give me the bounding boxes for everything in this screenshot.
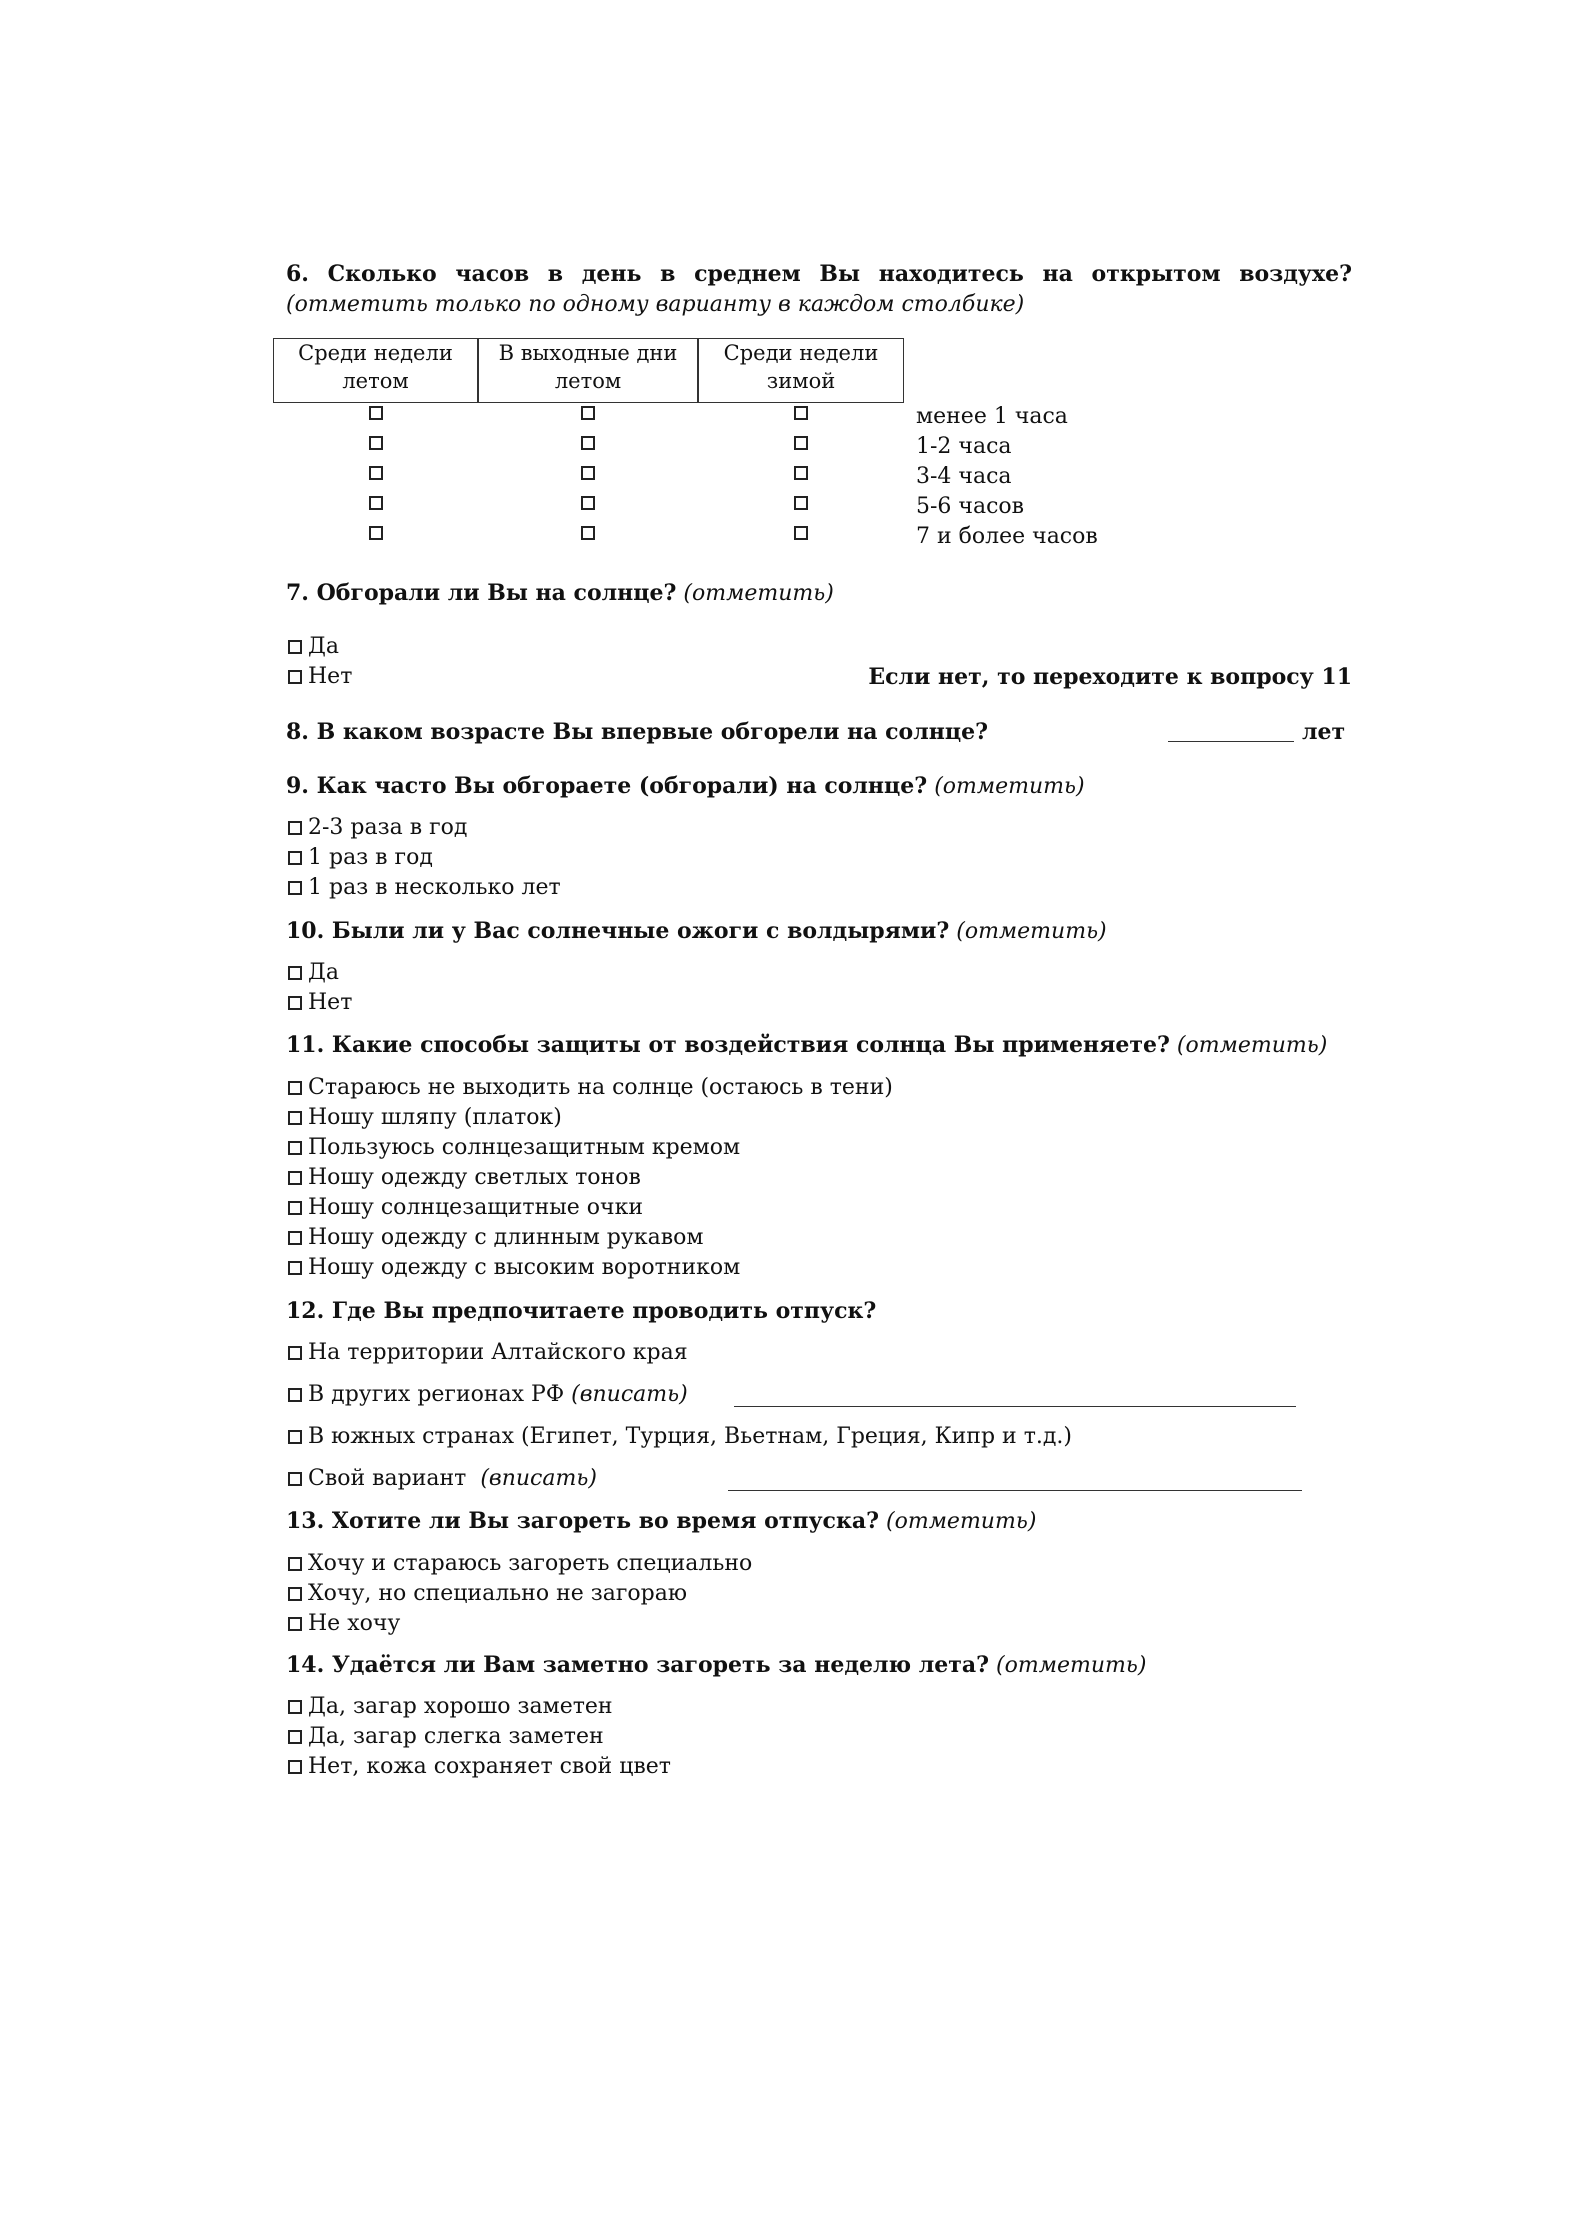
q8-title: 8. В каком возрасте Вы впервые обгорели на солнце? — [286, 719, 988, 745]
checkbox-icon[interactable] — [369, 466, 383, 480]
checkbox-icon[interactable] — [794, 406, 808, 420]
q10-option[interactable]: Нет — [288, 988, 352, 1018]
q11-option[interactable]: Ношу шляпу (платок) — [288, 1103, 562, 1133]
checkbox-icon[interactable] — [369, 526, 383, 540]
q13-option[interactable]: Не хочу — [288, 1609, 400, 1639]
q13-option[interactable]: Хочу, но специально не загораю — [288, 1579, 687, 1609]
checkbox-icon[interactable] — [581, 466, 595, 480]
checkbox-icon[interactable] — [288, 1231, 302, 1245]
q12-other-regions-field[interactable] — [734, 1406, 1296, 1407]
checkbox-icon[interactable] — [288, 1388, 302, 1402]
checkbox-icon[interactable] — [581, 436, 595, 450]
checkbox-icon[interactable] — [288, 1111, 302, 1125]
checkbox-icon[interactable] — [288, 670, 302, 684]
checkbox-icon[interactable] — [581, 526, 595, 540]
q6-title: 6. Сколько часов в день в среднем Вы находитесь на открытом воздухе? — [286, 261, 1352, 287]
checkbox-icon[interactable] — [288, 821, 302, 835]
checkbox-icon[interactable] — [288, 1346, 302, 1360]
q11-option[interactable]: Ношу одежду с высоким воротником — [288, 1253, 740, 1283]
q14-option[interactable]: Нет, кожа сохраняет свой цвет — [288, 1752, 671, 1782]
checkbox-icon[interactable] — [288, 1472, 302, 1486]
q11-title: 11. Какие способы защиты от воздействия солнца Вы применяете? (отметить) — [286, 1032, 1328, 1058]
q6-row-label: менее 1 часа — [916, 404, 1068, 429]
checkbox-icon[interactable] — [288, 1430, 302, 1444]
q6-row-label: 3-4 часа — [916, 464, 1012, 489]
checkbox-icon[interactable] — [369, 406, 383, 420]
checkbox-icon[interactable] — [369, 436, 383, 450]
q12-option-other-regions[interactable]: В других регионах РФ (вписать) — [288, 1380, 688, 1410]
checkbox-icon[interactable] — [369, 496, 383, 510]
checkbox-icon[interactable] — [288, 1760, 302, 1774]
checkbox-icon[interactable] — [288, 1261, 302, 1275]
q13-option[interactable]: Хочу и стараюсь загореть специально — [288, 1549, 752, 1579]
checkbox-icon[interactable] — [794, 436, 808, 450]
q9-title: 9. Как часто Вы обгораете (обгорали) на солнце? (отметить) — [286, 773, 1085, 799]
q11-option[interactable]: Ношу одежду светлых тонов — [288, 1163, 641, 1193]
q14-option[interactable]: Да, загар хорошо заметен — [288, 1692, 613, 1722]
checkbox-icon[interactable] — [288, 881, 302, 895]
q11-option[interactable]: Ношу одежду с длинным рукавом — [288, 1223, 703, 1253]
q12-own-variant-field[interactable] — [728, 1490, 1302, 1491]
checkbox-icon[interactable] — [288, 851, 302, 865]
checkbox-icon[interactable] — [288, 1201, 302, 1215]
checkbox-icon[interactable] — [794, 496, 808, 510]
q6-row-label: 7 и более часов — [916, 524, 1098, 549]
checkbox-icon[interactable] — [288, 640, 302, 654]
q10-option[interactable]: Да — [288, 958, 339, 988]
checkbox-icon[interactable] — [288, 1617, 302, 1631]
q12-option-own[interactable]: Свой вариант (вписать) — [288, 1464, 597, 1494]
q11-option[interactable]: Ношу солнцезащитные очки — [288, 1193, 643, 1223]
q11-option[interactable]: Пользуюсь солнцезащитным кремом — [288, 1133, 740, 1163]
q12-option-southern-countries[interactable]: В южных странах (Египет, Турция, Вьетнам, Греция, Кипр и т.д.) — [288, 1422, 1072, 1452]
checkbox-icon[interactable] — [288, 1141, 302, 1155]
q6-col-header-3: Среди недели зимой — [698, 338, 904, 403]
q7-title: 7. Обгорали ли Вы на солнце? (отметить) — [286, 580, 834, 606]
q9-option[interactable]: 1 раз в несколько лет — [288, 873, 561, 903]
q7-option-yes[interactable]: Да — [288, 632, 339, 662]
checkbox-icon[interactable] — [288, 1587, 302, 1601]
checkbox-icon[interactable] — [794, 466, 808, 480]
q13-title: 13. Хотите ли Вы загореть во время отпуска? (отметить) — [286, 1508, 1037, 1534]
checkbox-icon[interactable] — [794, 526, 808, 540]
q10-title: 10. Были ли у Вас солнечные ожоги с волдырями? (отметить) — [286, 918, 1107, 944]
q12-title: 12. Где Вы предпочитаете проводить отпуск? — [286, 1298, 877, 1324]
checkbox-icon[interactable] — [288, 1171, 302, 1185]
q7-option-no[interactable]: Нет — [288, 662, 352, 692]
checkbox-icon[interactable] — [581, 406, 595, 420]
q6-instruction: (отметить только по одному варианту в каждом столбике) — [286, 292, 1025, 317]
q14-title: 14. Удаётся ли Вам заметно загореть за неделю лета? (отметить) — [286, 1652, 1147, 1678]
q14-option[interactable]: Да, загар слегка заметен — [288, 1722, 604, 1752]
checkbox-icon[interactable] — [288, 1557, 302, 1571]
checkbox-icon[interactable] — [288, 966, 302, 980]
q6-row-label: 5-6 часов — [916, 494, 1025, 519]
q11-option[interactable]: Стараюсь не выходить на солнце (остаюсь в тени) — [288, 1073, 893, 1103]
q6-row-label: 1-2 часа — [916, 434, 1012, 459]
checkbox-icon[interactable] — [288, 1081, 302, 1095]
q12-option-altai[interactable]: На территории Алтайского края — [288, 1338, 688, 1368]
q6-col-header-2: В выходные дни летом — [478, 338, 698, 403]
checkbox-icon[interactable] — [288, 996, 302, 1010]
q8-unit: лет — [1302, 719, 1346, 745]
checkbox-icon[interactable] — [581, 496, 595, 510]
q6-col-header-1: Среди недели летом — [273, 338, 478, 403]
q9-option[interactable]: 2-3 раза в год — [288, 813, 467, 843]
q7-skip-instruction: Если нет, то переходите к вопросу 11 — [868, 664, 1352, 690]
q8-age-field[interactable] — [1168, 741, 1294, 742]
q9-option[interactable]: 1 раз в год — [288, 843, 433, 873]
checkbox-icon[interactable] — [288, 1730, 302, 1744]
checkbox-icon[interactable] — [288, 1700, 302, 1714]
